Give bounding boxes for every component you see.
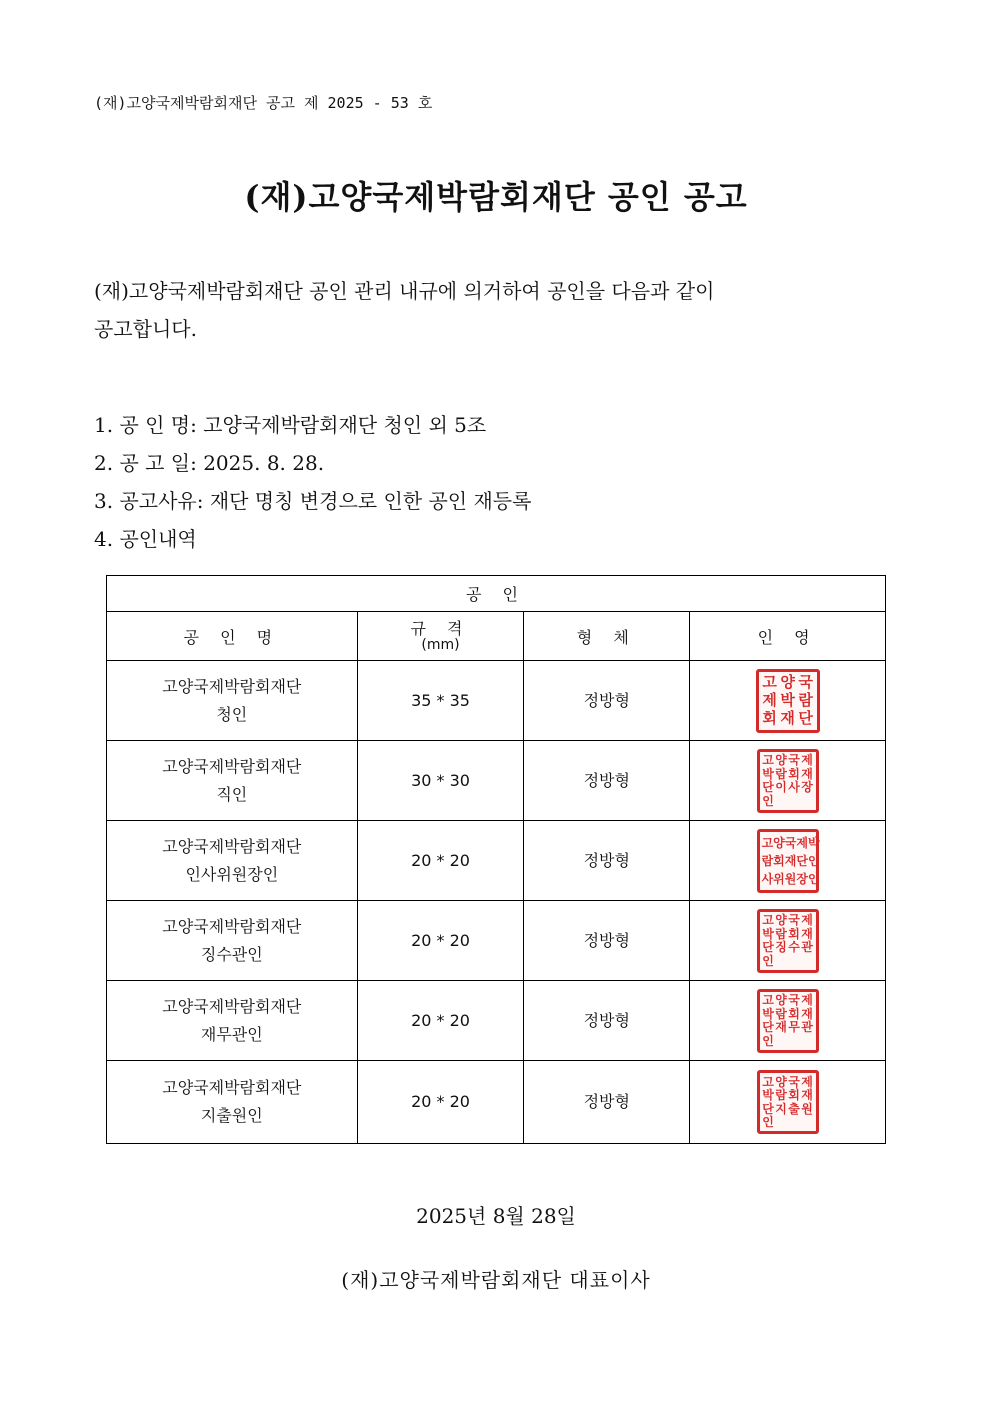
seal-glyph: 제 (796, 835, 808, 850)
seal-name-line2: 지출원인 (200, 1106, 263, 1125)
seal-name-line1: 고양국제박람회재단 (162, 836, 302, 856)
seal-glyph: 재 (784, 853, 797, 868)
item-seal-details: 4. 공인내역 (94, 527, 197, 551)
seal-glyph: 고 (762, 753, 774, 768)
seal-glyph: 출 (788, 1101, 800, 1116)
seal-glyph: 수 (788, 940, 800, 955)
item-notice-date: 2. 공 고 일: 2025. 8. 28. (94, 451, 325, 475)
seal-glyph: 회 (773, 853, 785, 868)
seal-glyph: 양 (780, 673, 795, 691)
seal-glyph: 단 (762, 780, 774, 795)
seal-glyph: 양 (775, 913, 787, 928)
seal-glyph: 장 (796, 871, 808, 886)
table-row (107, 901, 886, 981)
seal-glyph: 재 (780, 709, 795, 727)
notice-number: (재)고양국제박람회재단 공고 제 2025 - 53 호 (94, 94, 433, 112)
seal-glyph: 제 (801, 993, 813, 1008)
seal-glyph: 사 (761, 871, 774, 886)
issuer-name: (재)고양국제박람회재단 대표이사 (341, 1268, 651, 1292)
seal-glyph: 원 (784, 871, 797, 886)
table-row (107, 821, 886, 901)
notice-items (94, 406, 531, 558)
seal-name-line1: 고양국제박람회재단 (162, 916, 302, 936)
item-notice-reason: 3. 공고사유: 재단 명칭 변경으로 인한 공인 재등록 (94, 489, 532, 513)
seal-glyph: 재 (801, 1088, 813, 1103)
table-row (107, 661, 886, 741)
seal-name-line2: 인사위원장인 (185, 864, 279, 884)
seal-glyph: 박 (762, 926, 774, 941)
header-shape: 형 체 (524, 612, 690, 661)
seal-table (106, 575, 886, 1144)
seal-glyph: 인 (807, 853, 820, 868)
seal-glyph: 이 (775, 780, 787, 795)
seal-name-cell (107, 1061, 358, 1144)
seal-shape-cell: 정방형 (524, 1061, 690, 1144)
seal-glyph: 제 (762, 691, 777, 709)
seal-glyph: 인 (762, 1033, 774, 1048)
seal-size-cell: 20 * 20 (357, 821, 524, 901)
seal-impression-stamp (756, 669, 820, 733)
seal-impression-cell (690, 1061, 886, 1144)
seal-glyph: 단 (798, 709, 813, 727)
seal-glyph: 단 (762, 1020, 774, 1035)
seal-glyph: 회 (788, 1088, 800, 1103)
seal-size-cell: 20 * 20 (357, 1061, 524, 1144)
seal-name-line2: 징수관인 (200, 944, 263, 964)
seal-glyph: 박 (762, 1006, 774, 1021)
seal-glyph: 단 (762, 940, 774, 955)
seal-glyph: 고 (762, 1074, 774, 1089)
seal-impression-cell (690, 741, 886, 821)
seal-glyph: 무 (788, 1020, 800, 1035)
seal-glyph: 회 (788, 1006, 800, 1021)
seal-glyph: 양 (775, 753, 787, 768)
table-group-header: 공 인 (107, 576, 886, 612)
seal-impression-stamp (757, 909, 819, 973)
seal-glyph: 국 (788, 1074, 800, 1089)
seal-glyph: 인 (762, 793, 774, 808)
table-row (107, 741, 886, 821)
seal-glyph: 람 (775, 1006, 787, 1021)
seal-name-line2: 재무관인 (200, 1024, 263, 1044)
page-title: (재)고양국제박람회재단 공인 공고 (244, 178, 748, 216)
seal-glyph: 양 (773, 835, 785, 850)
seal-glyph: 고 (762, 993, 774, 1008)
seal-name-line1: 고양국제박람회재단 (162, 676, 302, 696)
seal-glyph: 위 (773, 871, 785, 886)
seal-glyph: 박 (762, 1088, 774, 1103)
seal-glyph: 장 (801, 780, 813, 795)
seal-name-cell (107, 741, 358, 821)
seal-size-cell: 20 * 20 (357, 901, 524, 981)
seal-glyph: 지 (775, 1101, 787, 1116)
seal-name-line1: 고양국제박람회재단 (162, 756, 302, 776)
seal-name-cell (107, 821, 358, 901)
seal-glyph: 회 (788, 926, 800, 941)
table-row (107, 981, 886, 1061)
seal-name-line2: 청인 (216, 704, 248, 724)
header-size (357, 612, 524, 661)
seal-glyph: 단 (762, 1101, 774, 1116)
seal-name-cell (107, 981, 358, 1061)
seal-glyph: 인 (762, 953, 774, 968)
seal-glyph: 재 (801, 1006, 813, 1021)
seal-glyph: 제 (801, 1074, 813, 1089)
seal-name-line1: 고양국제박람회재단 (162, 1078, 302, 1097)
issue-date: 2025년 8월 28일 (416, 1204, 576, 1228)
seal-impression-cell (690, 981, 886, 1061)
seal-glyph: 인 (807, 871, 820, 886)
seal-glyph: 람 (798, 691, 813, 709)
seal-shape-cell: 정방형 (524, 741, 690, 821)
seal-impression-cell (690, 661, 886, 741)
seal-name-cell (107, 901, 358, 981)
seal-glyph: 인 (762, 1115, 774, 1130)
seal-glyph: 고 (762, 913, 774, 928)
seal-shape-cell: 정방형 (524, 981, 690, 1061)
seal-glyph: 양 (775, 993, 787, 1008)
seal-glyph: 제 (801, 913, 813, 928)
seal-size-cell: 35 * 35 (357, 661, 524, 741)
seal-glyph: 국 (788, 993, 800, 1008)
intro-line-1: (재)고양국제박람회재단 공인 관리 내규에 의거하여 공인을 다음과 같이 (94, 279, 715, 303)
seal-glyph: 박 (780, 691, 795, 709)
seal-glyph: 람 (775, 1088, 787, 1103)
seal-glyph: 람 (775, 926, 787, 941)
seal-glyph: 관 (801, 940, 813, 955)
seal-glyph: 양 (775, 1074, 787, 1089)
seal-glyph: 국 (784, 835, 797, 850)
seal-glyph: 박 (807, 835, 820, 850)
seal-glyph: 고 (762, 673, 777, 691)
intro-line-2: 공고합니다. (94, 317, 197, 341)
header-impression: 인 영 (690, 612, 886, 661)
seal-glyph: 단 (796, 853, 808, 868)
seal-name-line1: 고양국제박람회재단 (162, 996, 302, 1016)
seal-glyph: 재 (801, 766, 813, 781)
seal-glyph: 람 (775, 766, 787, 781)
seal-glyph: 관 (801, 1020, 813, 1035)
seal-impression-stamp (757, 749, 819, 813)
seal-size-cell: 30 * 30 (357, 741, 524, 821)
table-row (107, 1061, 886, 1144)
seal-name-line2: 직인 (216, 784, 248, 804)
item-seal-name: 1. 공 인 명: 고양국제박람회재단 청인 외 5조 (94, 413, 487, 437)
seal-glyph: 원 (801, 1101, 813, 1116)
seal-shape-cell: 정방형 (524, 661, 690, 741)
header-size-unit: (mm) (421, 637, 460, 653)
seal-impression-cell (690, 821, 886, 901)
seal-impression-stamp (757, 1070, 819, 1134)
header-seal-name: 공 인 명 (107, 612, 358, 661)
seal-glyph: 제 (801, 753, 813, 768)
seal-impression-stamp (757, 989, 819, 1053)
seal-glyph: 재 (801, 926, 813, 941)
seal-impression-stamp (757, 829, 819, 893)
seal-glyph: 박 (762, 766, 774, 781)
seal-glyph: 국 (798, 673, 813, 691)
seal-glyph: 고 (761, 835, 774, 850)
seal-glyph: 징 (775, 940, 787, 955)
seal-impression-cell (690, 901, 886, 981)
header-size-label: 규 격 (410, 619, 471, 638)
seal-glyph: 회 (788, 766, 800, 781)
seal-shape-cell: 정방형 (524, 821, 690, 901)
seal-name-cell (107, 661, 358, 741)
seal-glyph: 람 (761, 853, 774, 868)
seal-glyph: 사 (788, 780, 800, 795)
seal-glyph: 회 (762, 709, 777, 727)
seal-glyph: 국 (788, 753, 800, 768)
intro-paragraph (94, 272, 854, 348)
seal-size-cell: 20 * 20 (357, 981, 524, 1061)
seal-glyph: 재 (775, 1020, 787, 1035)
seal-glyph: 국 (788, 913, 800, 928)
seal-shape-cell: 정방형 (524, 901, 690, 981)
